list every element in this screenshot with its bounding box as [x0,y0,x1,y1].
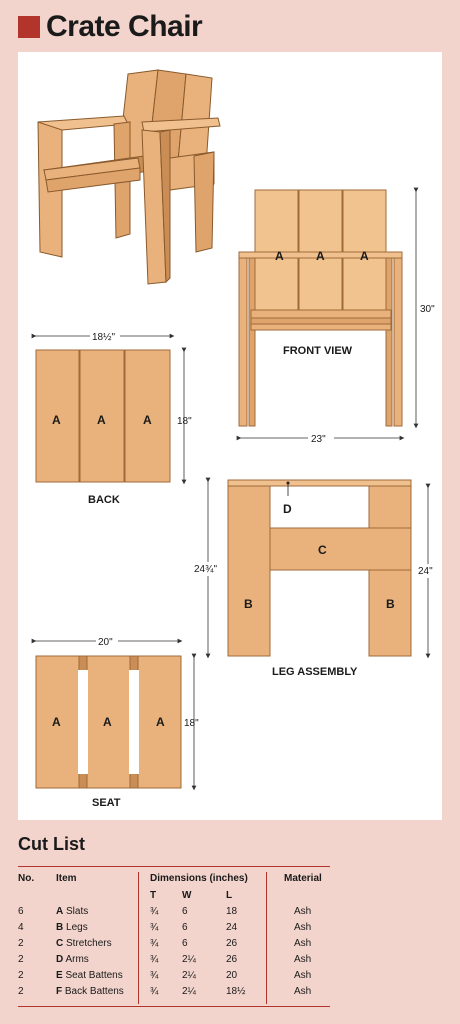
row-l: 18½ [226,986,246,997]
row-t: ¾ [150,970,159,981]
row-letter: A [56,906,64,917]
page-title: Crate Chair [46,10,203,43]
header-t: T [150,890,157,901]
seat-label-a2: A [103,715,112,729]
row-l: 18 [226,906,238,917]
leg-b-right [369,486,411,656]
leg-assembly-caption: LEG ASSEMBLY [272,666,358,678]
row-item [56,936,138,952]
header-l: L [226,890,233,901]
row-material: Ash [294,970,312,981]
seat-label-a3: A [156,715,165,729]
leg-label-c: C [318,543,327,557]
seat-view [34,635,199,809]
seat-label-a1: A [52,715,61,729]
table-row [18,952,330,968]
cut-list-subheader-row [18,888,330,904]
table-row [18,936,330,952]
front-label-a3: A [360,249,369,263]
row-item-name: Arms [65,954,89,965]
title-marker [18,16,40,38]
front-width-dim: 23" [311,434,326,445]
front-height-dim: 30" [420,304,435,315]
back-height-dim: 18" [177,416,192,427]
cut-list-table [18,866,330,1000]
seat-caption: SEAT [92,797,121,809]
front-view-caption: FRONT VIEW [283,345,353,357]
header-material: Material [284,873,322,884]
row-w: 6 [182,922,188,933]
row-no: 2 [18,954,24,965]
row-w: 6 [182,906,188,917]
row-item [56,968,138,984]
row-material: Ash [294,986,312,997]
back-width-dim: 18½" [92,332,116,343]
front-label-a1: A [275,249,284,263]
back-label-a2: A [97,413,106,427]
leg-label-b-left: B [244,597,253,611]
cut-list-title: Cut List [18,834,85,854]
row-item-name: Back Battens [64,986,124,997]
row-l: 26 [226,938,238,949]
title-bar [18,10,202,44]
row-letter: F [56,986,63,997]
row-l: 26 [226,954,238,965]
row-item-name: Slats [66,906,89,917]
row-t: ¾ [150,986,159,997]
header-dimensions: Dimensions (inches) [150,873,248,884]
row-letter: C [56,938,64,949]
back-label-a3: A [143,413,152,427]
row-item-name: Legs [66,922,88,933]
cut-list-header-row [18,866,330,888]
row-item [56,920,138,936]
row-item-name: Seat Battens [65,970,123,981]
row-no: 2 [18,970,24,981]
back-caption: BACK [88,494,120,506]
row-no: 4 [18,922,24,933]
row-letter: D [56,954,64,965]
row-t: ¾ [150,922,159,933]
row-material: Ash [294,906,312,917]
row-w: 6 [182,938,188,949]
row-w: 2¼ [182,986,196,997]
row-w: 2¼ [182,970,196,981]
row-material: Ash [294,922,312,933]
row-letter: B [56,922,64,933]
table-row [18,904,330,920]
row-t: ¾ [150,954,159,965]
header-item: Item [56,873,77,884]
back-view [34,330,192,506]
row-no: 2 [18,938,24,949]
row-material: Ash [294,954,312,965]
leg-b-left [228,486,270,656]
row-item-name: Stretchers [66,938,112,949]
stretcher-c [270,528,411,570]
seat-width-dim: 20" [98,637,113,648]
chair-isometric [38,70,220,284]
header-no: No. [18,873,35,884]
front-label-a2: A [316,249,325,263]
cut-list-bottom-rule [18,1006,330,1007]
leg-assembly [194,480,439,678]
arm-d [228,480,411,486]
row-l: 20 [226,970,238,981]
leg-right-height-dim: 24" [418,566,433,577]
table-row [18,920,330,936]
row-no: 2 [18,986,24,997]
row-letter: E [56,970,63,981]
row-w: 2¼ [182,954,196,965]
front-view [239,190,435,445]
seat-height-dim: 18" [184,718,199,729]
leg-label-d: D [283,502,292,516]
plans-drawing [18,52,442,820]
row-item [56,952,138,968]
row-material: Ash [294,938,312,949]
leg-left-height-dim: 24¾" [194,564,218,575]
table-row [18,968,330,984]
row-t: ¾ [150,906,159,917]
drawing-panel [18,52,442,820]
leg-label-b-right: B [386,597,395,611]
row-item [56,984,138,1000]
row-no: 6 [18,906,24,917]
row-item [56,904,138,920]
table-row [18,984,330,1000]
row-l: 24 [226,922,238,933]
header-w: W [182,890,192,901]
row-t: ¾ [150,938,159,949]
back-label-a1: A [52,413,61,427]
